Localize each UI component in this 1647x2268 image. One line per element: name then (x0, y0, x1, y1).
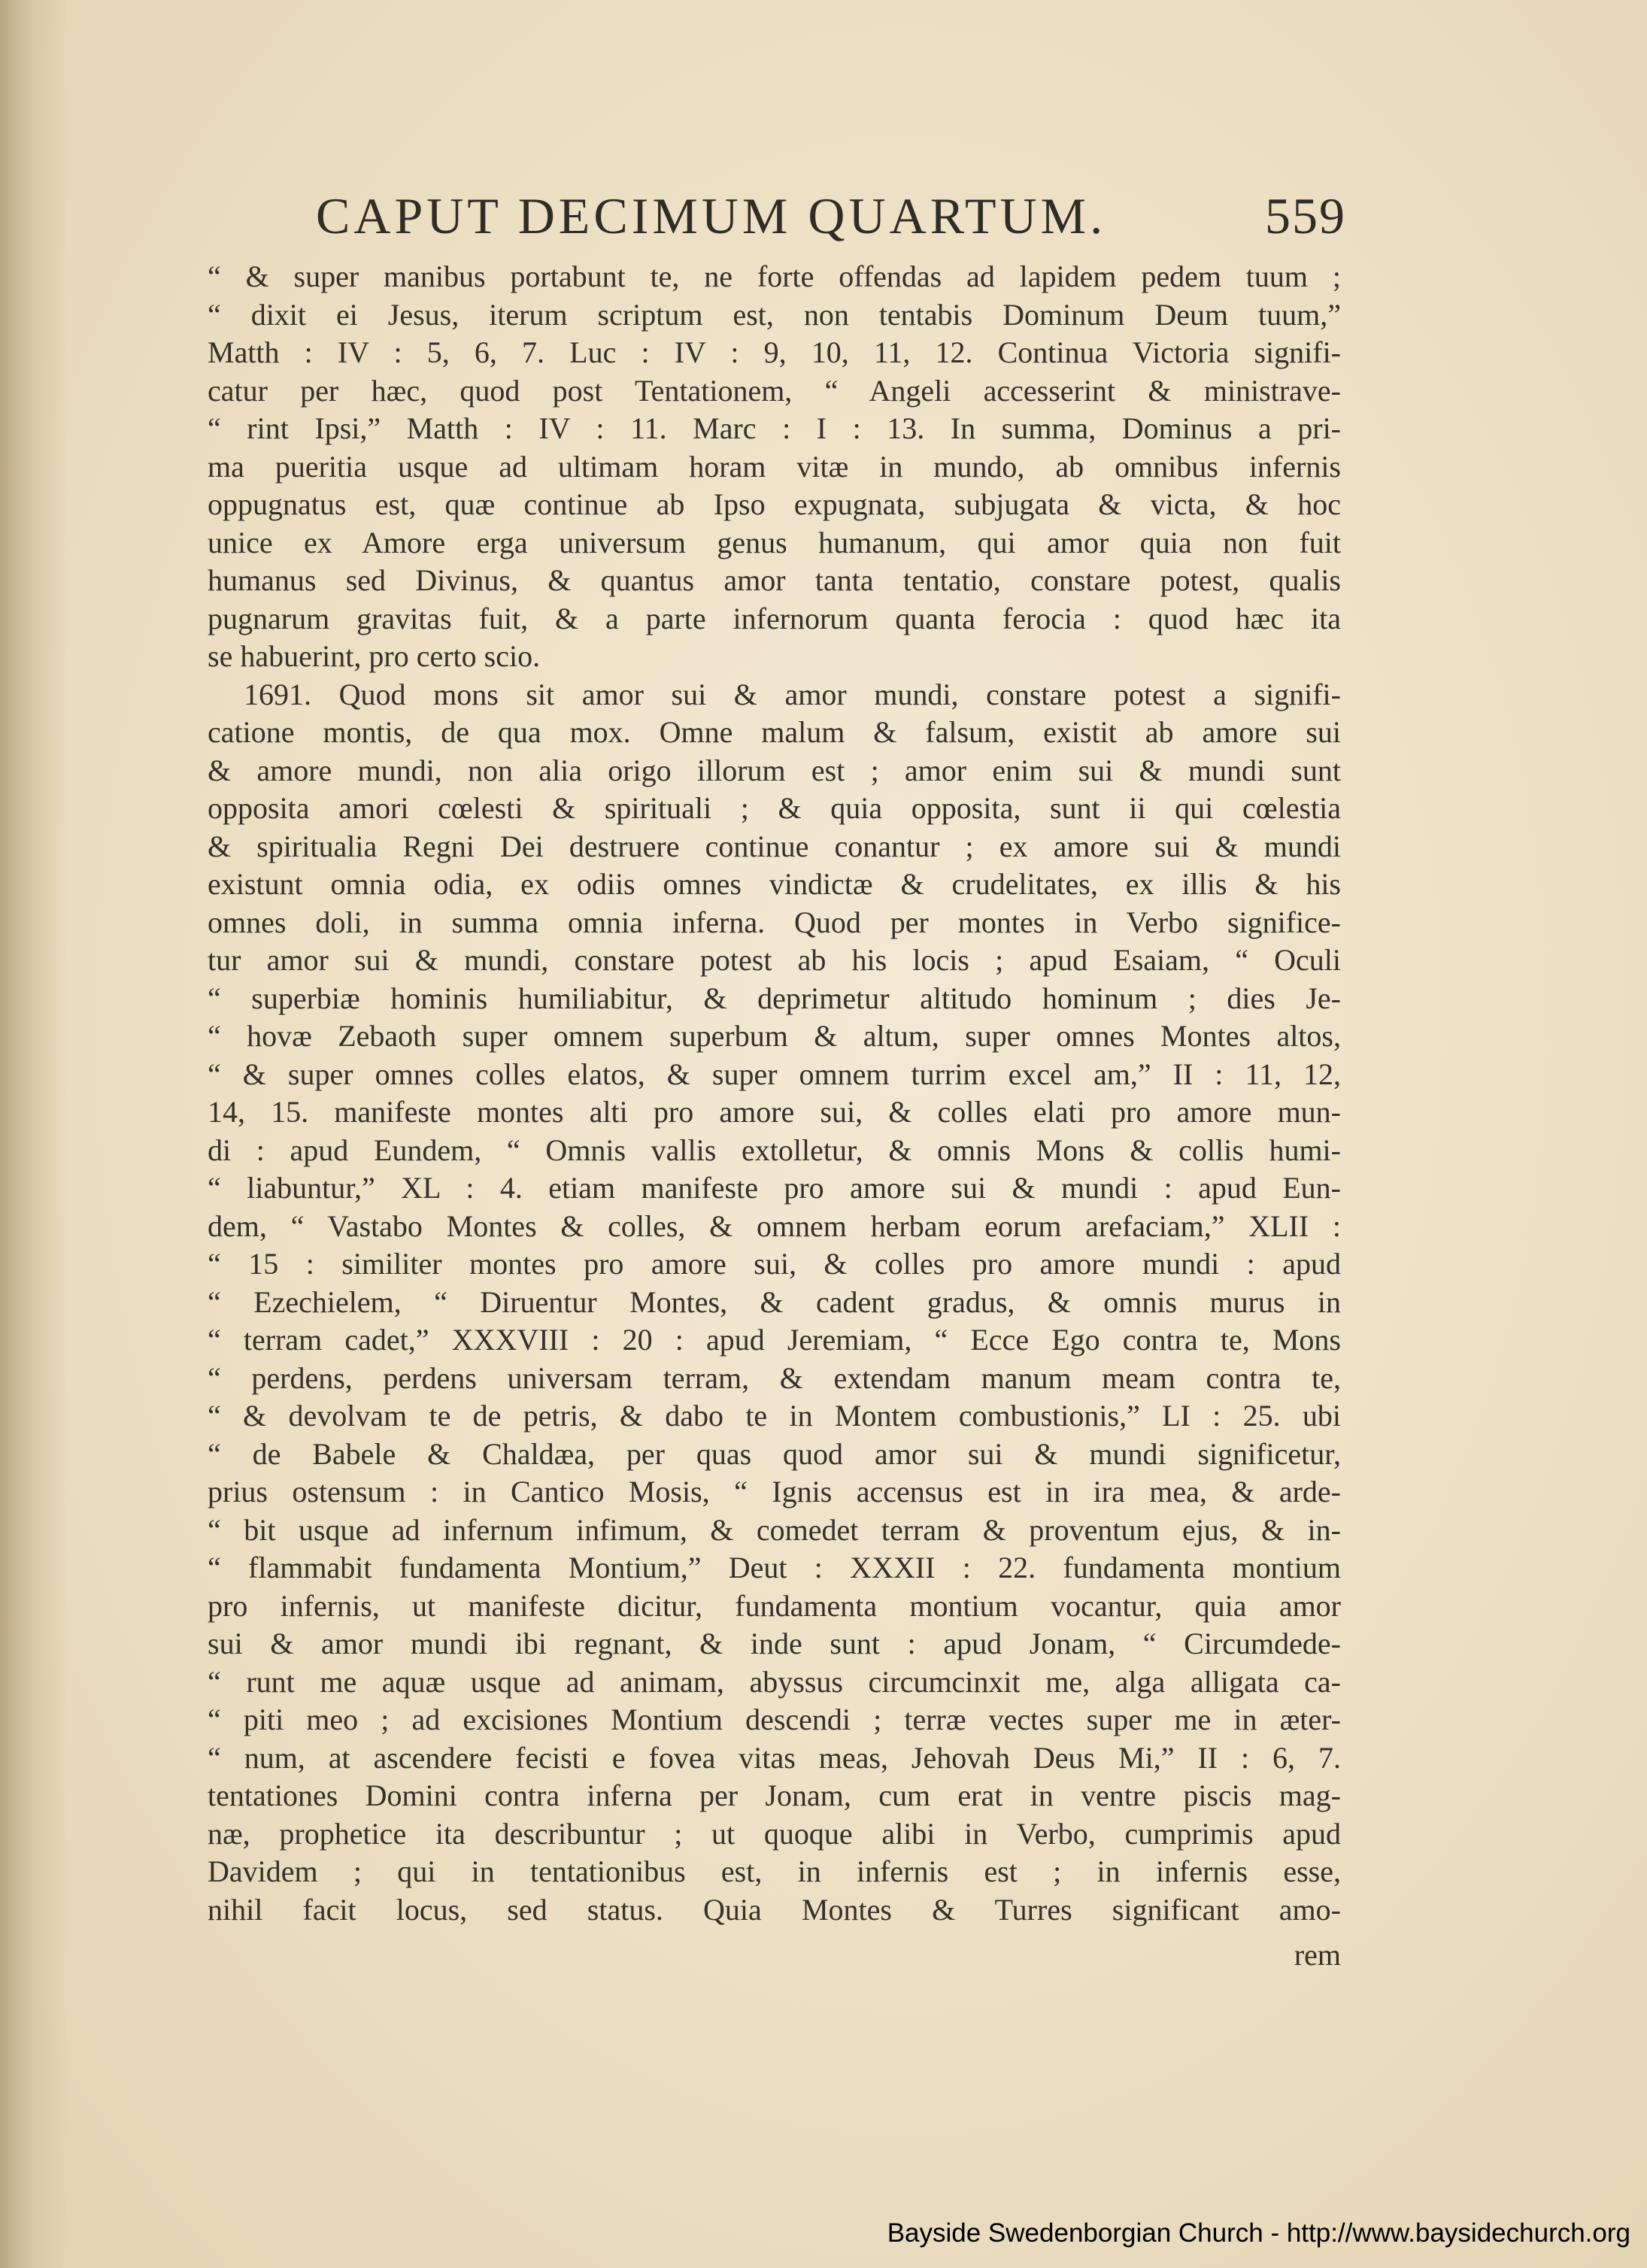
text-line: nihil facit locus, sed status. Quia Montes & Turres significant amo- (208, 1892, 1341, 1927)
text-line: Matth : IV : 5, 6, 7. Luc : IV : 9, 10, 11, 12. Continua Victoria signifi- (208, 335, 1341, 369)
text-line: pro infernis, ut manifeste dicitur, fundamenta montium vocantur, quia amor (208, 1588, 1341, 1623)
text-line: “ bit usque ad infernum infimum, & comedet terram & proventum ejus, & in- (208, 1512, 1341, 1547)
text-line: “ & super manibus portabunt te, ne forte offendas ad lapidem pedem tuum ; (208, 259, 1341, 293)
text-line: oppugnatus est, quæ continue ab Ipso expugnata, subjugata & victa, & hoc (208, 487, 1341, 521)
text-line: ma pueritia usque ad ultimam horam vitæ in mundo, ab omnibus infernis (208, 449, 1341, 484)
text-line: “ piti meo ; ad excisiones Montium descendi ; terræ vectes super me in æter- (208, 1703, 1341, 1736)
text-line: “ liabuntur,” XL : 4. etiam manifeste pro amore sui & mundi : apud Eun- (208, 1171, 1341, 1205)
spine-shadow (0, 0, 68, 2268)
paragraph-start-line: 1691. Quod mons sit amor sui & amor mundi, constare potest a signifi- (244, 677, 1341, 711)
text-line: pugnarum gravitas fuit, & a parte infernorum quanta ferocia : quod hæc ita (208, 601, 1341, 635)
text-line: tentationes Domini contra inferna per Jonam, cum erat in ventre piscis mag- (208, 1778, 1341, 1812)
text-line: tur amor sui & mundi, constare potest ab his locis ; apud Esaiam, “ Oculi (208, 943, 1341, 977)
text-line: Davidem ; qui in tentationibus est, in infernis est ; in infernis esse, (208, 1854, 1341, 1888)
text-line: “ perdens, perdens universam terram, & extendam manum meam contra te, (208, 1360, 1341, 1395)
text-line: catur per hæc, quod post Tentationem, “ Angeli accesserint & ministrave- (208, 373, 1341, 408)
text-line: “ terram cadet,” XXXVIII : 20 : apud Jeremiam, “ Ecce Ego contra te, Mons (208, 1323, 1341, 1357)
footer-credit: Bayside Swedenborgian Church - http://www.baysidechurch.org (887, 2218, 1630, 2248)
text-line: “ Ezechielem, “ Diruentur Montes, & cadent gradus, & omnis murus in (208, 1284, 1341, 1319)
text-line: catione montis, de qua mox. Omne malum & falsum, existit ab amore sui (208, 715, 1341, 749)
text-line: “ & devolvam te de petris, & dabo te in Montem combustionis,” LI : 25. ubi (208, 1399, 1341, 1433)
text-line: omnes doli, in summa omnia inferna. Quod per montes in Verbo significe- (208, 905, 1341, 939)
text-line: “ de Babele & Chaldæa, per quas quod amor sui & mundi significetur, (208, 1436, 1341, 1471)
text-line: sui & amor mundi ibi regnant, & inde sunt : apud Jonam, “ Circumdede- (208, 1627, 1341, 1660)
text-line: “ superbiæ hominis humiliabitur, & deprimetur altitudo hominum ; dies Je- (208, 981, 1341, 1015)
text-line: “ 15 : similiter montes pro amore sui, & colles pro amore mundi : apud (208, 1247, 1341, 1281)
catchword: rem (1294, 1938, 1341, 1972)
text-line: “ rint Ipsi,” Matth : IV : 11. Marc : I : 13. In summa, Dominus a pri- (208, 411, 1341, 445)
text-line: 14, 15. manifeste montes alti pro amore sui, & colles elati pro amore mun- (208, 1095, 1341, 1129)
text-line: dem, “ Vastabo Montes & colles, & omnem herbam eorum arefaciam,” XLII : (208, 1208, 1341, 1243)
text-line: “ flammabit fundamenta Montium,” Deut : XXXII : 22. fundamenta montium (208, 1551, 1341, 1584)
text-line: & amore mundi, non alia origo illorum est ; amor enim sui & mundi sunt (208, 753, 1341, 787)
page-number: 559 (1265, 187, 1346, 244)
running-title: CAPUT DECIMUM QUARTUM. (316, 187, 1107, 244)
body-text (208, 258, 1341, 1929)
text-line: humanus sed Divinus, & quantus amor tanta tentatio, constare potest, qualis (208, 563, 1341, 597)
text-line: “ hovæ Zebaoth super omnem superbum & altum, super omnes Montes altos, (208, 1019, 1341, 1053)
text-line: “ & super omnes colles elatos, & super omnem turrim excel am,” II : 11, 12, (208, 1057, 1341, 1091)
text-line: næ, prophetice ita describuntur ; ut quoque alibi in Verbo, cumprimis apud (208, 1816, 1341, 1851)
text-line: opposita amori cœlesti & spirituali ; & quia opposita, sunt ii qui cœlestia (208, 791, 1341, 825)
text-line: di : apud Eundem, “ Omnis vallis extolletur, & omnis Mons & collis humi- (208, 1132, 1341, 1167)
text-line: unice ex Amore erga universum genus humanum, qui amor quia non fuit (208, 525, 1341, 559)
text-line: “ num, at ascendere fecisti e fovea vitas meas, Jehovah Deus Mi,” II : 6, 7. (208, 1740, 1341, 1775)
text-line: & spiritualia Regni Dei destruere continue conantur ; ex amore sui & mundi (208, 829, 1341, 863)
text-line: existunt omnia odia, ex odiis omnes vindictæ & crudelitates, ex illis & his (208, 867, 1341, 901)
page-header (316, 186, 1346, 254)
text-line: “ runt me aquæ usque ad animam, abyssus circumcinxit me, alga alligata ca- (208, 1664, 1341, 1699)
text-line: prius ostensum : in Cantico Mosis, “ Ignis accensus est in ira mea, & arde- (208, 1475, 1341, 1508)
text-line: “ dixit ei Jesus, iterum scriptum est, non tentabis Dominum Deum tuum,” (208, 297, 1341, 332)
text-line: se habuerint, pro certo scio. (208, 639, 541, 673)
